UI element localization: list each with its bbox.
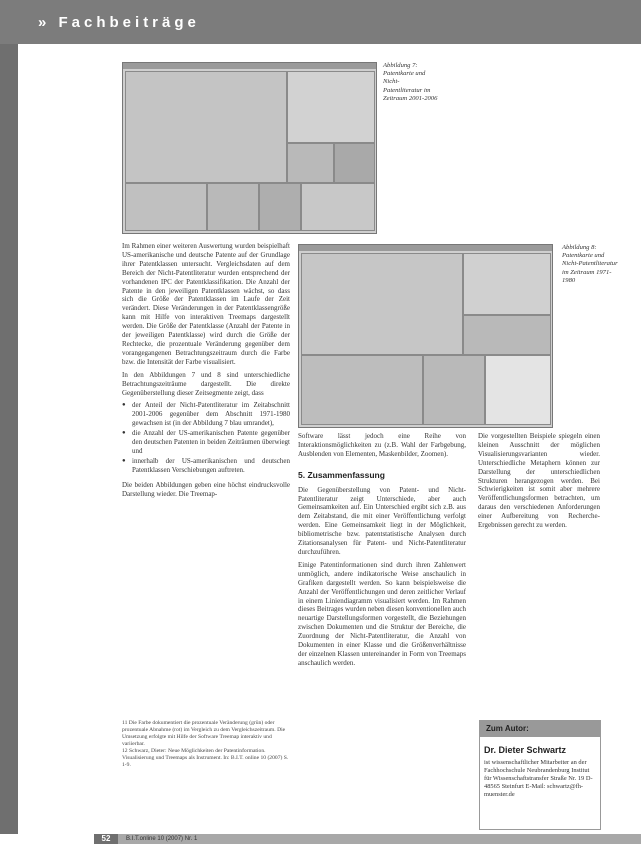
- treemap-block: [423, 355, 485, 425]
- list-item: ● innerhalb der US-amerikanischen und deutschen Patentklassen Verschiebungen auftreten.: [132, 457, 290, 475]
- journal-name: B.I.T.online 10 (2007) Nr. 1: [126, 836, 198, 842]
- column-1: [122, 242, 290, 502]
- figure-toolbar: [123, 63, 376, 69]
- treemap-block: [463, 315, 551, 355]
- treemap-block: [207, 183, 259, 231]
- treemap-block: [125, 183, 207, 231]
- paragraph: Einige Patentinformationen sind durch ihren Zahlenwert unmöglich, andere indikatorische Weise anschaulich in Grafiken dargestellt werden. So kann beispielsweise die Anzahl der Veröffentlichungen und deren zeitlicher Verlauf in einem Liniendiagramm visualisiert werden. Im Rahmen dieses Beitrages wurden neben diesen konventionellen auch neuartige Darstellungsformen vorgestellt, die Beziehungen zwischen Dokumenten und die Struktur der Bereiche, die Zuordnung der Nicht-Patentliteratur, die Anzahl von Dokumenten in einer Klasse und die Größenverhältnisse der einzelnen Klassen untereinander in Form von Treemaps anschaulich werden.: [298, 560, 466, 667]
- figure-7-treemap: [122, 62, 377, 234]
- page-number: 52: [94, 834, 118, 844]
- side-bar: [0, 44, 18, 834]
- paragraph: Die Gegenüberstellung von Patent- und Nicht-Patentliteratur zeigt Unterschiede, aber auch Gemeinsamkeiten auf. Ein Unterschied ergibt sich z.B. aus dem Zeitabstand, die mit einer Veröffentlichung verfolgt werden. Eine Gemeinsamkeit liegt in der Möglichkeit, bibliometrische bzw. patentstatistische Analysen durch Zitationsanalysen für Patent- und Nicht-Patentliteratur durchzuführen.: [298, 485, 466, 556]
- author-box: [479, 720, 601, 830]
- section-header: [0, 0, 641, 44]
- footnotes: [122, 720, 290, 769]
- treemap-block: [463, 253, 551, 315]
- list-item: ● die Anzahl der US-amerikanischen Patente gegenüber den deutschen Patenten in beiden Zeiträumen überwiegt und: [132, 429, 290, 456]
- treemap-block: [125, 71, 287, 183]
- paragraph: In den Abbildungen 7 und 8 sind unterschiedliche Betrachtungszeiträume dargestellt. Die direkte Gegenüberstellung dieser Zeitsegmente zeigt, dass: [122, 370, 290, 397]
- treemap-block: [301, 183, 375, 231]
- author-name: Dr. Dieter Schwartz: [484, 745, 567, 755]
- paragraph: Software lässt jedoch eine Reihe von Interaktionsmöglichkeiten zu (z.B. Wahl der Farbgebung, Ausblenden von Elementen, Maskenbilder, Zoomen).: [298, 432, 466, 458]
- paragraph: Die beiden Abbildungen geben eine höchst eindrucksvolle Darstellung wieder. Die Treemap-: [122, 480, 290, 498]
- treemap-block: [301, 253, 463, 355]
- author-box-heading: Zum Autor:: [486, 724, 529, 733]
- treemap-block: [259, 183, 301, 231]
- section-heading: 5. Zusammenfassung: [298, 469, 385, 480]
- column-2: [298, 432, 466, 672]
- footnote: 11 Die Farbe dokumentiert die prozentuale Veränderung (grün) oder prozentuale Abnahme (rot) im Vergleich zu dem Vergleichszeitraum. Die Umsetzung erfolgte mit Hilfe der Software Treemap interaktiv und variierbar.: [122, 720, 286, 747]
- treemap-block: [287, 143, 334, 183]
- figure-7-caption: Abbildung 7: Patentkarte und Nicht-Patentliteratur im Zeitraum 2001-2006: [383, 62, 438, 102]
- paragraph: Die vorgestellten Beispiele spiegeln einen kleinen Ausschnitt der möglichen Visualisierungsvarianten wieder. Unterschiedliche Metaphern können zur Darstellung der unterschiedlichen Strukturen herangezogen werden. Bei Schwierigkeiten ist somit aber mehrere Veröffentlichungsformen betrachten, um daraus den verschiedenen Anforderungen einer Aufbereitung von Recherche-Ergebnissen gerecht zu werden.: [478, 432, 600, 530]
- figure-8-caption: Abbildung 8: Patentkarte und Nicht-Patentliteratur im Zeitraum 1971-1980: [562, 244, 618, 284]
- column-3: [478, 432, 600, 534]
- figure-8-treemap: [298, 244, 553, 428]
- treemap-block: [334, 143, 375, 183]
- author-details: ist wissenschaftlicher Mitarbeiter an der Fachhochschule Neubrandenburg Institut für Wissenschaftstransfer Straße Nr. 19 D-48565 Steinfurt E-Mail: schwartz@fh-muenster.de: [484, 759, 593, 798]
- figure-toolbar: [299, 245, 552, 251]
- bullet-list: [122, 401, 290, 474]
- section-title: » Fachbeiträge: [38, 14, 200, 31]
- footnote: 12 Schwarz, Dieter: Neue Möglichkeiten der Patentinformation. Visualisierung und Treemaps als Instrument. In: B.I.T. online 10 (2007) S. 1-9.: [122, 748, 289, 768]
- paragraph: Im Rahmen einer weiteren Auswertung wurden beispielhaft US-amerikanische und deutsche Patente auf der Grundlage ihrer Patentklassen untersucht. Vergleichsdaten auf dem Bereich der Nicht-Patentliteratur wurden entsprechend der vorhandenen IPC der Patentklassifikation. Die Anzahl der Patente in den jeweiligen Patentklassen wächst, so dass sich die Größe der Patentklassen im Laufe der Zeit verändert. Diese Veränderungen in der Patentklassengröße kann mit Hilfe von interaktiven Treemaps dargestellt werden. Die Größe der Patentklasse (Anzahl der Patente in der jeweiligen Patentklasse) wird durch die Größe der Rechtecke, die prozentuale Veränderung gegenüber dem vorangegangenen Betrachtungszeitraum durch die Farbe bzw. die Intensität der Farbe visualisiert.: [122, 242, 290, 366]
- treemap-block: [287, 71, 375, 143]
- author-box-header: [480, 721, 600, 737]
- treemap-block: [485, 355, 551, 425]
- treemap-block: [301, 355, 423, 425]
- list-item: ● der Anteil der Nicht-Patentliteratur im Zeitabschnitt 2001-2006 gegenüber dem Abschnitt 1971-1980 gewachsen ist (in der Abbildung 7 blau umrandet),: [132, 401, 290, 428]
